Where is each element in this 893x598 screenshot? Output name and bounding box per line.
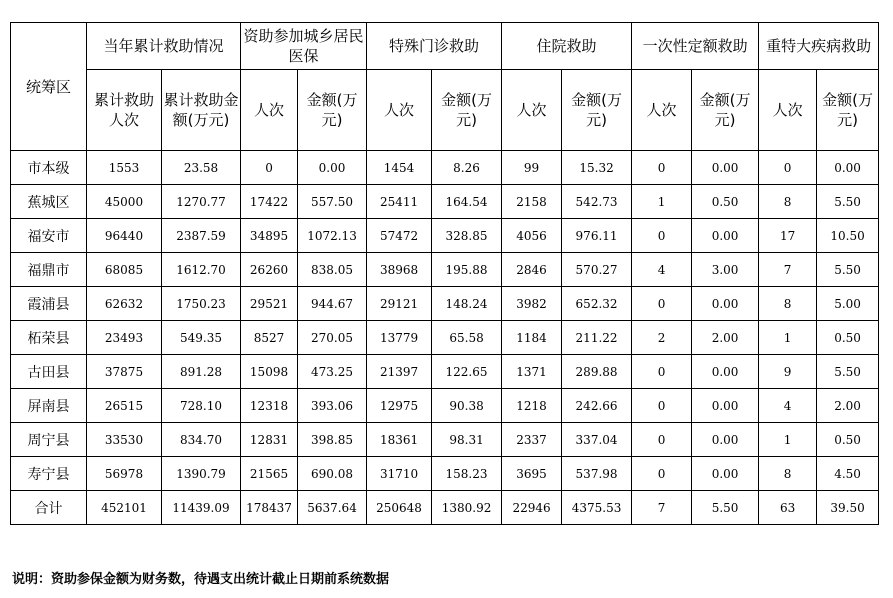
value-cell: 2	[632, 321, 692, 355]
column-header: 金额(万元)	[298, 70, 367, 151]
header-row-columns	[11, 70, 879, 151]
value-cell: 0	[241, 151, 298, 185]
value-cell: 1184	[502, 321, 562, 355]
value-cell: 0.50	[817, 321, 879, 355]
group-header-cumulative: 当年累计救助情况	[87, 23, 241, 70]
table-row	[11, 491, 879, 525]
value-cell: 5.50	[817, 253, 879, 287]
value-cell: 23493	[87, 321, 162, 355]
value-cell: 5.50	[817, 185, 879, 219]
column-header: 人次	[502, 70, 562, 151]
column-header: 金额(万元)	[562, 70, 632, 151]
value-cell: 0	[632, 423, 692, 457]
value-cell: 0.00	[692, 389, 759, 423]
value-cell: 0.00	[692, 287, 759, 321]
region-name-cell: 蕉城区	[11, 185, 87, 219]
value-cell: 4	[632, 253, 692, 287]
value-cell: 26515	[87, 389, 162, 423]
value-cell: 23.58	[162, 151, 241, 185]
value-cell: 29521	[241, 287, 298, 321]
value-cell: 0.00	[692, 457, 759, 491]
value-cell: 0.00	[692, 151, 759, 185]
value-cell: 270.05	[298, 321, 367, 355]
region-name-cell: 古田县	[11, 355, 87, 389]
value-cell: 26260	[241, 253, 298, 287]
column-header: 金额(万元)	[692, 70, 759, 151]
value-cell: 0.50	[817, 423, 879, 457]
table-row	[11, 219, 879, 253]
value-cell: 2846	[502, 253, 562, 287]
group-header-inpatient: 住院救助	[502, 23, 632, 70]
value-cell: 7	[632, 491, 692, 525]
value-cell: 473.25	[298, 355, 367, 389]
column-header: 人次	[632, 70, 692, 151]
value-cell: 1553	[87, 151, 162, 185]
value-cell: 7	[759, 253, 817, 287]
value-cell: 18361	[367, 423, 432, 457]
value-cell: 148.24	[432, 287, 502, 321]
table-row	[11, 253, 879, 287]
value-cell: 96440	[87, 219, 162, 253]
value-cell: 37875	[87, 355, 162, 389]
value-cell: 452101	[87, 491, 162, 525]
column-header: 人次	[241, 70, 298, 151]
value-cell: 4375.53	[562, 491, 632, 525]
value-cell: 68085	[87, 253, 162, 287]
value-cell: 211.22	[562, 321, 632, 355]
value-cell: 3982	[502, 287, 562, 321]
table-row	[11, 423, 879, 457]
value-cell: 158.23	[432, 457, 502, 491]
value-cell: 98.31	[432, 423, 502, 457]
value-cell: 549.35	[162, 321, 241, 355]
value-cell: 1	[759, 321, 817, 355]
value-cell: 944.67	[298, 287, 367, 321]
value-cell: 0.00	[692, 355, 759, 389]
value-cell: 0.00	[692, 423, 759, 457]
value-cell: 398.85	[298, 423, 367, 457]
value-cell: 1218	[502, 389, 562, 423]
value-cell: 2337	[502, 423, 562, 457]
column-header: 人次	[759, 70, 817, 151]
value-cell: 5.50	[817, 355, 879, 389]
value-cell: 5637.64	[298, 491, 367, 525]
value-cell: 0	[632, 219, 692, 253]
value-cell: 1390.79	[162, 457, 241, 491]
column-header: 累计救助人次	[87, 70, 162, 151]
value-cell: 99	[502, 151, 562, 185]
table-row	[11, 151, 879, 185]
value-cell: 328.85	[432, 219, 502, 253]
value-cell: 838.05	[298, 253, 367, 287]
value-cell: 690.08	[298, 457, 367, 491]
value-cell: 0.00	[692, 219, 759, 253]
region-name-cell: 柘荣县	[11, 321, 87, 355]
value-cell: 4	[759, 389, 817, 423]
value-cell: 65.58	[432, 321, 502, 355]
relief-statistics-table	[10, 22, 879, 525]
column-header: 金额(万元)	[432, 70, 502, 151]
value-cell: 21397	[367, 355, 432, 389]
group-header-special-outpatient: 特殊门诊救助	[367, 23, 502, 70]
value-cell: 195.88	[432, 253, 502, 287]
table-body	[11, 151, 879, 525]
column-header: 人次	[367, 70, 432, 151]
value-cell: 0	[632, 457, 692, 491]
group-header-one-time: 一次性定额救助	[632, 23, 759, 70]
footnote: 说明：资助参保金额为财务数，待遇支出统计截止日期前系统数据	[12, 572, 390, 587]
value-cell: 122.65	[432, 355, 502, 389]
value-cell: 5.00	[817, 287, 879, 321]
value-cell: 1	[632, 185, 692, 219]
value-cell: 1612.70	[162, 253, 241, 287]
value-cell: 4.50	[817, 457, 879, 491]
value-cell: 164.54	[432, 185, 502, 219]
group-header-major-disease: 重特大疾病救助	[759, 23, 879, 70]
header-row-groups	[11, 23, 879, 70]
table-row	[11, 321, 879, 355]
value-cell: 0.50	[692, 185, 759, 219]
value-cell: 8	[759, 457, 817, 491]
value-cell: 13779	[367, 321, 432, 355]
region-name-cell: 霞浦县	[11, 287, 87, 321]
value-cell: 10.50	[817, 219, 879, 253]
group-header-insurance-subsidy: 资助参加城乡居民医保	[241, 23, 367, 70]
value-cell: 2.00	[692, 321, 759, 355]
value-cell: 3.00	[692, 253, 759, 287]
value-cell: 38968	[367, 253, 432, 287]
value-cell: 11439.09	[162, 491, 241, 525]
value-cell: 8.26	[432, 151, 502, 185]
value-cell: 4056	[502, 219, 562, 253]
value-cell: 1072.13	[298, 219, 367, 253]
value-cell: 31710	[367, 457, 432, 491]
value-cell: 1270.77	[162, 185, 241, 219]
value-cell: 25411	[367, 185, 432, 219]
region-name-cell: 合计	[11, 491, 87, 525]
value-cell: 0.00	[817, 151, 879, 185]
region-name-cell: 福安市	[11, 219, 87, 253]
region-name-cell: 市本级	[11, 151, 87, 185]
value-cell: 8	[759, 287, 817, 321]
value-cell: 15098	[241, 355, 298, 389]
value-cell: 250648	[367, 491, 432, 525]
table-row	[11, 457, 879, 491]
value-cell: 728.10	[162, 389, 241, 423]
value-cell: 33530	[87, 423, 162, 457]
value-cell: 1750.23	[162, 287, 241, 321]
value-cell: 45000	[87, 185, 162, 219]
value-cell: 17	[759, 219, 817, 253]
value-cell: 8527	[241, 321, 298, 355]
value-cell: 0	[632, 389, 692, 423]
value-cell: 1	[759, 423, 817, 457]
value-cell: 39.50	[817, 491, 879, 525]
value-cell: 0	[759, 151, 817, 185]
value-cell: 557.50	[298, 185, 367, 219]
value-cell: 242.66	[562, 389, 632, 423]
value-cell: 891.28	[162, 355, 241, 389]
value-cell: 15.32	[562, 151, 632, 185]
value-cell: 56978	[87, 457, 162, 491]
table-row	[11, 389, 879, 423]
value-cell: 90.38	[432, 389, 502, 423]
value-cell: 21565	[241, 457, 298, 491]
region-name-cell: 寿宁县	[11, 457, 87, 491]
value-cell: 652.32	[562, 287, 632, 321]
value-cell: 22946	[502, 491, 562, 525]
value-cell: 12318	[241, 389, 298, 423]
table-row	[11, 185, 879, 219]
value-cell: 63	[759, 491, 817, 525]
value-cell: 542.73	[562, 185, 632, 219]
value-cell: 570.27	[562, 253, 632, 287]
value-cell: 1371	[502, 355, 562, 389]
column-header: 累计救助金额(万元)	[162, 70, 241, 151]
value-cell: 2387.59	[162, 219, 241, 253]
region-column-header: 统筹区	[11, 23, 87, 151]
value-cell: 34895	[241, 219, 298, 253]
region-name-cell: 屏南县	[11, 389, 87, 423]
region-name-cell: 周宁县	[11, 423, 87, 457]
value-cell: 9	[759, 355, 817, 389]
value-cell: 0	[632, 151, 692, 185]
value-cell: 29121	[367, 287, 432, 321]
region-name-cell: 福鼎市	[11, 253, 87, 287]
value-cell: 3695	[502, 457, 562, 491]
value-cell: 0.00	[298, 151, 367, 185]
value-cell: 0	[632, 287, 692, 321]
value-cell: 178437	[241, 491, 298, 525]
value-cell: 12831	[241, 423, 298, 457]
value-cell: 62632	[87, 287, 162, 321]
value-cell: 393.06	[298, 389, 367, 423]
value-cell: 976.11	[562, 219, 632, 253]
value-cell: 1454	[367, 151, 432, 185]
value-cell: 8	[759, 185, 817, 219]
value-cell: 17422	[241, 185, 298, 219]
value-cell: 12975	[367, 389, 432, 423]
value-cell: 834.70	[162, 423, 241, 457]
value-cell: 1380.92	[432, 491, 502, 525]
value-cell: 2158	[502, 185, 562, 219]
value-cell: 5.50	[692, 491, 759, 525]
table-row	[11, 355, 879, 389]
value-cell: 0	[632, 355, 692, 389]
table-row	[11, 287, 879, 321]
value-cell: 537.98	[562, 457, 632, 491]
value-cell: 289.88	[562, 355, 632, 389]
value-cell: 337.04	[562, 423, 632, 457]
column-header: 金额(万元)	[817, 70, 879, 151]
value-cell: 57472	[367, 219, 432, 253]
value-cell: 2.00	[817, 389, 879, 423]
